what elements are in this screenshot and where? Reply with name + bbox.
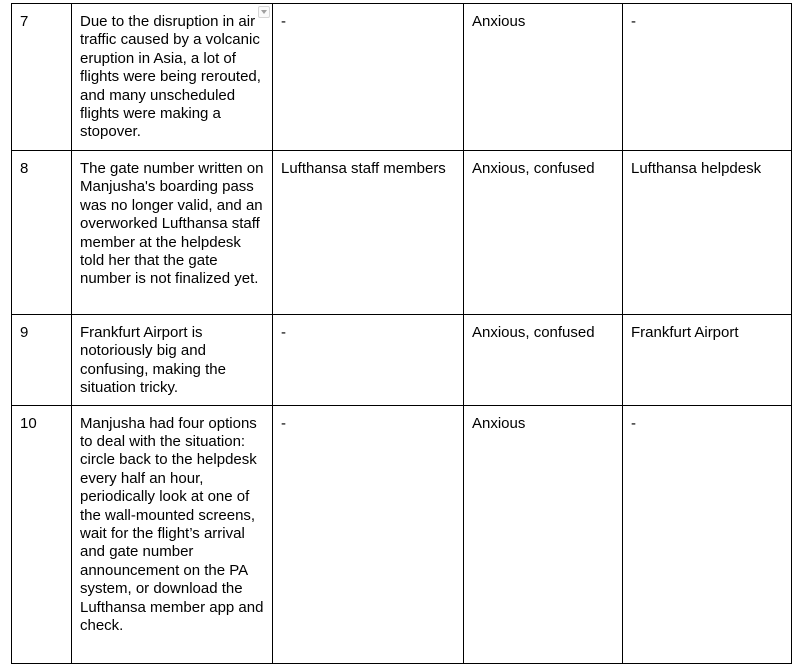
table-row xyxy=(12,4,792,151)
description-cell[interactable] xyxy=(72,4,273,151)
emotion-cell[interactable]: Anxious xyxy=(464,405,623,663)
touchpoint-cell[interactable]: Frankfurt Airport xyxy=(623,315,792,406)
step-number-cell[interactable]: 10 xyxy=(12,405,72,663)
description-cell[interactable]: The gate number written on Manjusha's boarding pass was no longer valid, and an overworked Lufthansa staff member at the helpdesk told her that the gate number is not finalized yet. xyxy=(72,151,273,315)
description-cell[interactable]: Manjusha had four options to deal with the situation: circle back to the helpdesk every half an hour, periodically look at one of the wall-mounted screens, wait for the flight’s arrival and gate number announcement on the PA system, or download the Lufthansa member app and check. xyxy=(72,405,273,663)
step-number-cell[interactable]: 8 xyxy=(12,151,72,315)
chevron-down-icon[interactable] xyxy=(258,6,270,18)
touchpoint-cell[interactable]: Lufthansa helpdesk xyxy=(623,151,792,315)
step-number-cell[interactable]: 9 xyxy=(12,315,72,406)
people-cell[interactable]: - xyxy=(273,4,464,151)
people-cell[interactable]: - xyxy=(273,315,464,406)
description-cell[interactable]: Frankfurt Airport is notoriously big and confusing, making the situation tricky. xyxy=(72,315,273,406)
emotion-cell[interactable]: Anxious xyxy=(464,4,623,151)
step-number-cell[interactable]: 7 xyxy=(12,4,72,151)
table-row xyxy=(12,405,792,663)
people-cell[interactable]: - xyxy=(273,405,464,663)
journey-table xyxy=(11,3,792,664)
table-row xyxy=(12,315,792,406)
description-text: Due to the disruption in air traffic caused by a volcanic eruption in Asia, a lot of flights were being rerouted, and many unscheduled flights were making a stopover. xyxy=(80,13,261,141)
emotion-cell[interactable]: Anxious, confused xyxy=(464,315,623,406)
touchpoint-cell[interactable]: - xyxy=(623,4,792,151)
emotion-cell[interactable]: Anxious, confused xyxy=(464,151,623,315)
touchpoint-cell[interactable]: - xyxy=(623,405,792,663)
people-cell[interactable]: Lufthansa staff members xyxy=(273,151,464,315)
table-row xyxy=(12,151,792,315)
